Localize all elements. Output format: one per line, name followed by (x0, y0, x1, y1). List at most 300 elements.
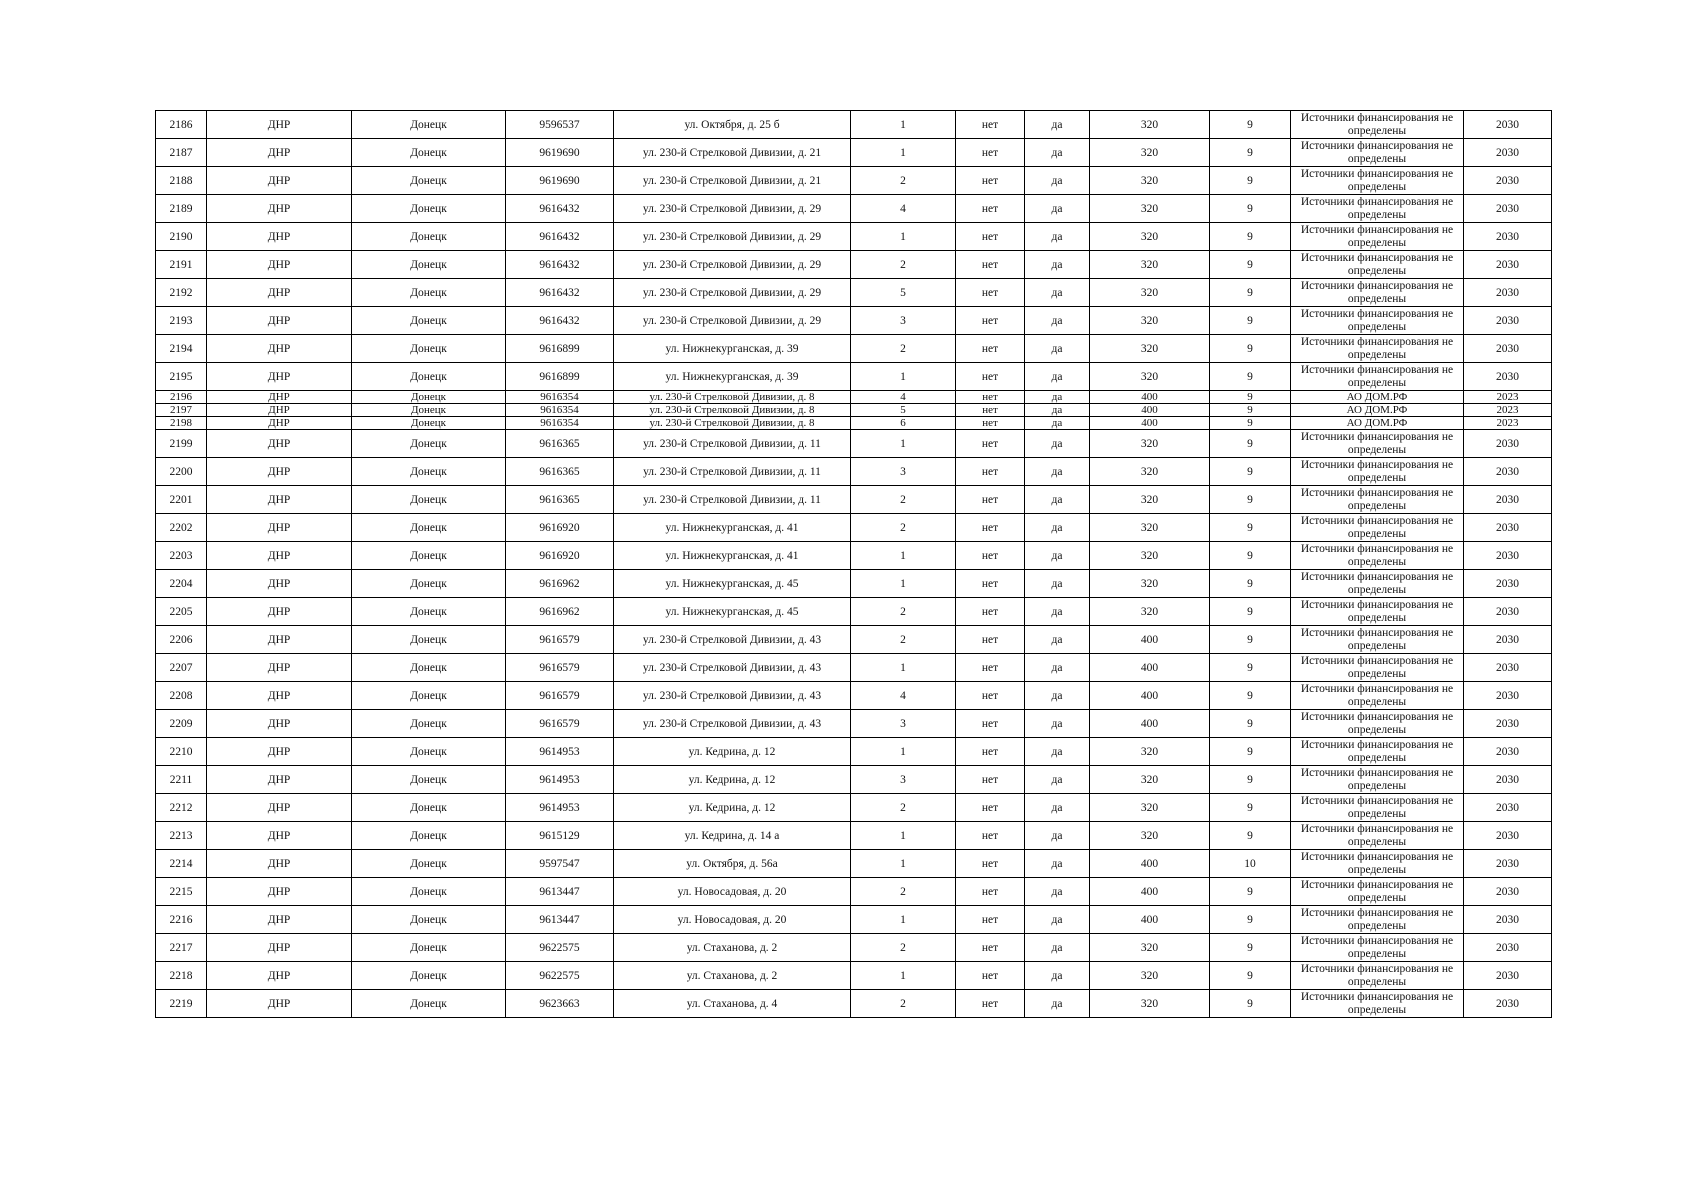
column-6-cell: 4 (851, 391, 956, 404)
row-number-cell: 2186 (156, 111, 207, 139)
city-cell: Донецк (352, 223, 506, 251)
row-number-cell: 2214 (156, 850, 207, 878)
region-cell: ДНР (207, 598, 352, 626)
region-cell: ДНР (207, 962, 352, 990)
column-8-cell: да (1025, 139, 1090, 167)
column-10-cell: 9 (1210, 542, 1291, 570)
column-6-cell: 1 (851, 363, 956, 391)
row-number-cell: 2218 (156, 962, 207, 990)
table-row (156, 626, 1552, 654)
address-cell: ул. Стаханова, д. 4 (614, 990, 851, 1018)
address-cell: ул. 230-й Стрелковой Дивизии, д. 8 (614, 391, 851, 404)
funding-source-cell: Источники финансирования не определены (1291, 363, 1464, 391)
column-10-cell: 9 (1210, 934, 1291, 962)
year-cell: 2030 (1464, 878, 1552, 906)
region-cell: ДНР (207, 417, 352, 430)
building-code-cell: 9616579 (506, 710, 614, 738)
address-cell: ул. Кедрина, д. 14 а (614, 822, 851, 850)
funding-source-cell: Источники финансирования не определены (1291, 962, 1464, 990)
column-10-cell: 9 (1210, 626, 1291, 654)
region-cell: ДНР (207, 430, 352, 458)
year-cell: 2030 (1464, 139, 1552, 167)
column-9-cell: 320 (1090, 738, 1210, 766)
region-cell: ДНР (207, 279, 352, 307)
column-9-cell: 400 (1090, 626, 1210, 654)
column-9-cell: 400 (1090, 906, 1210, 934)
year-cell: 2023 (1464, 417, 1552, 430)
building-code-cell: 9616432 (506, 279, 614, 307)
city-cell: Донецк (352, 962, 506, 990)
table-row (156, 906, 1552, 934)
row-number-cell: 2197 (156, 404, 207, 417)
building-code-cell: 9622575 (506, 962, 614, 990)
city-cell: Донецк (352, 514, 506, 542)
year-cell: 2023 (1464, 391, 1552, 404)
column-7-cell: нет (956, 766, 1025, 794)
data-table (155, 110, 1552, 1018)
year-cell: 2030 (1464, 111, 1552, 139)
building-code-cell: 9616365 (506, 430, 614, 458)
address-cell: ул. 230-й Стрелковой Дивизии, д. 8 (614, 417, 851, 430)
table-row (156, 766, 1552, 794)
city-cell: Донецк (352, 195, 506, 223)
building-code-cell: 9616899 (506, 363, 614, 391)
building-code-cell: 9614953 (506, 738, 614, 766)
table-row (156, 307, 1552, 335)
building-code-cell: 9616579 (506, 654, 614, 682)
address-cell: ул. 230-й Стрелковой Дивизии, д. 11 (614, 486, 851, 514)
table-row (156, 279, 1552, 307)
column-10-cell: 9 (1210, 738, 1291, 766)
city-cell: Донецк (352, 417, 506, 430)
address-cell: ул. Новосадовая, д. 20 (614, 906, 851, 934)
funding-source-cell: Источники финансирования не определены (1291, 486, 1464, 514)
address-cell: ул. 230-й Стрелковой Дивизии, д. 29 (614, 251, 851, 279)
building-code-cell: 9613447 (506, 906, 614, 934)
building-code-cell: 9622575 (506, 934, 614, 962)
row-number-cell: 2199 (156, 430, 207, 458)
column-10-cell: 9 (1210, 335, 1291, 363)
year-cell: 2030 (1464, 486, 1552, 514)
building-code-cell: 9623663 (506, 990, 614, 1018)
column-9-cell: 320 (1090, 934, 1210, 962)
year-cell: 2030 (1464, 251, 1552, 279)
city-cell: Донецк (352, 335, 506, 363)
column-8-cell: да (1025, 307, 1090, 335)
column-10-cell: 9 (1210, 404, 1291, 417)
city-cell: Донецк (352, 654, 506, 682)
funding-source-cell: Источники финансирования не определены (1291, 167, 1464, 195)
funding-source-cell: Источники финансирования не определены (1291, 279, 1464, 307)
row-number-cell: 2194 (156, 335, 207, 363)
year-cell: 2030 (1464, 279, 1552, 307)
column-10-cell: 9 (1210, 766, 1291, 794)
column-10-cell: 9 (1210, 251, 1291, 279)
column-8-cell: да (1025, 794, 1090, 822)
column-9-cell: 320 (1090, 279, 1210, 307)
column-7-cell: нет (956, 458, 1025, 486)
column-8-cell: да (1025, 363, 1090, 391)
column-8-cell: да (1025, 335, 1090, 363)
column-7-cell: нет (956, 962, 1025, 990)
funding-source-cell: Источники финансирования не определены (1291, 906, 1464, 934)
column-10-cell: 9 (1210, 458, 1291, 486)
table-row (156, 738, 1552, 766)
address-cell: ул. 230-й Стрелковой Дивизии, д. 21 (614, 139, 851, 167)
region-cell: ДНР (207, 111, 352, 139)
row-number-cell: 2205 (156, 598, 207, 626)
column-6-cell: 2 (851, 335, 956, 363)
region-cell: ДНР (207, 654, 352, 682)
column-9-cell: 320 (1090, 363, 1210, 391)
city-cell: Донецк (352, 934, 506, 962)
table-row (156, 682, 1552, 710)
address-cell: ул. Кедрина, д. 12 (614, 738, 851, 766)
column-10-cell: 9 (1210, 710, 1291, 738)
city-cell: Донецк (352, 404, 506, 417)
table-body (156, 111, 1552, 1018)
row-number-cell: 2206 (156, 626, 207, 654)
column-10-cell: 9 (1210, 486, 1291, 514)
address-cell: ул. 230-й Стрелковой Дивизии, д. 29 (614, 195, 851, 223)
region-cell: ДНР (207, 878, 352, 906)
table-row (156, 111, 1552, 139)
column-6-cell: 2 (851, 878, 956, 906)
column-6-cell: 1 (851, 738, 956, 766)
funding-source-cell: Источники финансирования не определены (1291, 766, 1464, 794)
region-cell: ДНР (207, 738, 352, 766)
column-9-cell: 320 (1090, 598, 1210, 626)
funding-source-cell: Источники финансирования не определены (1291, 251, 1464, 279)
column-7-cell: нет (956, 404, 1025, 417)
year-cell: 2030 (1464, 514, 1552, 542)
column-9-cell: 320 (1090, 167, 1210, 195)
table-row (156, 570, 1552, 598)
year-cell: 2030 (1464, 335, 1552, 363)
region-cell: ДНР (207, 167, 352, 195)
year-cell: 2030 (1464, 990, 1552, 1018)
column-10-cell: 9 (1210, 990, 1291, 1018)
column-6-cell: 2 (851, 167, 956, 195)
column-9-cell: 320 (1090, 794, 1210, 822)
row-number-cell: 2188 (156, 167, 207, 195)
city-cell: Донецк (352, 570, 506, 598)
address-cell: ул. Нижнекурганская, д. 45 (614, 570, 851, 598)
column-7-cell: нет (956, 710, 1025, 738)
funding-source-cell: Источники финансирования не определены (1291, 307, 1464, 335)
region-cell: ДНР (207, 251, 352, 279)
column-8-cell: да (1025, 542, 1090, 570)
city-cell: Донецк (352, 822, 506, 850)
column-7-cell: нет (956, 934, 1025, 962)
address-cell: ул. 230-й Стрелковой Дивизии, д. 21 (614, 167, 851, 195)
funding-source-cell: Источники финансирования не определены (1291, 195, 1464, 223)
building-code-cell: 9614953 (506, 794, 614, 822)
address-cell: ул. Стаханова, д. 2 (614, 962, 851, 990)
table-row (156, 195, 1552, 223)
column-8-cell: да (1025, 878, 1090, 906)
city-cell: Донецк (352, 251, 506, 279)
column-6-cell: 1 (851, 654, 956, 682)
table-row (156, 363, 1552, 391)
column-8-cell: да (1025, 279, 1090, 307)
column-7-cell: нет (956, 486, 1025, 514)
region-cell: ДНР (207, 363, 352, 391)
row-number-cell: 2203 (156, 542, 207, 570)
column-7-cell: нет (956, 223, 1025, 251)
row-number-cell: 2190 (156, 223, 207, 251)
column-8-cell: да (1025, 850, 1090, 878)
column-8-cell: да (1025, 458, 1090, 486)
address-cell: ул. Кедрина, д. 12 (614, 794, 851, 822)
column-10-cell: 9 (1210, 430, 1291, 458)
column-10-cell: 9 (1210, 391, 1291, 404)
row-number-cell: 2219 (156, 990, 207, 1018)
column-8-cell: да (1025, 906, 1090, 934)
column-10-cell: 9 (1210, 682, 1291, 710)
funding-source-cell: Источники финансирования не определены (1291, 682, 1464, 710)
column-8-cell: да (1025, 167, 1090, 195)
address-cell: ул. 230-й Стрелковой Дивизии, д. 43 (614, 682, 851, 710)
column-8-cell: да (1025, 598, 1090, 626)
building-code-cell: 9616432 (506, 307, 614, 335)
column-10-cell: 9 (1210, 822, 1291, 850)
column-10-cell: 9 (1210, 654, 1291, 682)
region-cell: ДНР (207, 906, 352, 934)
column-9-cell: 320 (1090, 111, 1210, 139)
city-cell: Донецк (352, 990, 506, 1018)
column-7-cell: нет (956, 251, 1025, 279)
column-10-cell: 9 (1210, 195, 1291, 223)
column-9-cell: 320 (1090, 458, 1210, 486)
city-cell: Донецк (352, 458, 506, 486)
column-7-cell: нет (956, 738, 1025, 766)
building-code-cell: 9616432 (506, 251, 614, 279)
address-cell: ул. Новосадовая, д. 20 (614, 878, 851, 906)
row-number-cell: 2216 (156, 906, 207, 934)
column-6-cell: 1 (851, 139, 956, 167)
column-9-cell: 400 (1090, 850, 1210, 878)
column-10-cell: 9 (1210, 167, 1291, 195)
city-cell: Донецк (352, 430, 506, 458)
funding-source-cell: Источники финансирования не определены (1291, 878, 1464, 906)
city-cell: Донецк (352, 486, 506, 514)
column-9-cell: 400 (1090, 682, 1210, 710)
column-6-cell: 2 (851, 251, 956, 279)
year-cell: 2030 (1464, 223, 1552, 251)
building-code-cell: 9616962 (506, 598, 614, 626)
funding-source-cell: АО ДОМ.РФ (1291, 417, 1464, 430)
region-cell: ДНР (207, 850, 352, 878)
building-code-cell: 9616365 (506, 458, 614, 486)
city-cell: Донецк (352, 794, 506, 822)
column-7-cell: нет (956, 990, 1025, 1018)
column-9-cell: 320 (1090, 570, 1210, 598)
row-number-cell: 2213 (156, 822, 207, 850)
region-cell: ДНР (207, 766, 352, 794)
city-cell: Донецк (352, 167, 506, 195)
column-9-cell: 320 (1090, 990, 1210, 1018)
column-9-cell: 320 (1090, 822, 1210, 850)
column-9-cell: 320 (1090, 514, 1210, 542)
address-cell: ул. Нижнекурганская, д. 45 (614, 598, 851, 626)
column-8-cell: да (1025, 514, 1090, 542)
building-code-cell: 9616920 (506, 542, 614, 570)
city-cell: Донецк (352, 279, 506, 307)
year-cell: 2030 (1464, 850, 1552, 878)
table-row (156, 430, 1552, 458)
table-row (156, 710, 1552, 738)
column-8-cell: да (1025, 570, 1090, 598)
column-7-cell: нет (956, 570, 1025, 598)
column-7-cell: нет (956, 598, 1025, 626)
funding-source-cell: Источники финансирования не определены (1291, 710, 1464, 738)
column-8-cell: да (1025, 195, 1090, 223)
address-cell: ул. 230-й Стрелковой Дивизии, д. 43 (614, 626, 851, 654)
funding-source-cell: Источники финансирования не определены (1291, 850, 1464, 878)
column-8-cell: да (1025, 391, 1090, 404)
funding-source-cell: Источники финансирования не определены (1291, 542, 1464, 570)
funding-source-cell: Источники финансирования не определены (1291, 794, 1464, 822)
city-cell: Донецк (352, 682, 506, 710)
table-row (156, 223, 1552, 251)
city-cell: Донецк (352, 738, 506, 766)
column-7-cell: нет (956, 335, 1025, 363)
building-code-cell: 9616432 (506, 195, 614, 223)
building-code-cell: 9616432 (506, 223, 614, 251)
row-number-cell: 2187 (156, 139, 207, 167)
funding-source-cell: Источники финансирования не определены (1291, 335, 1464, 363)
address-cell: ул. 230-й Стрелковой Дивизии, д. 29 (614, 307, 851, 335)
funding-source-cell: Источники финансирования не определены (1291, 626, 1464, 654)
column-6-cell: 3 (851, 458, 956, 486)
row-number-cell: 2208 (156, 682, 207, 710)
column-7-cell: нет (956, 363, 1025, 391)
column-6-cell: 6 (851, 417, 956, 430)
column-9-cell: 320 (1090, 430, 1210, 458)
table-row (156, 794, 1552, 822)
column-7-cell: нет (956, 391, 1025, 404)
table-row (156, 486, 1552, 514)
column-6-cell: 5 (851, 404, 956, 417)
column-9-cell: 320 (1090, 486, 1210, 514)
column-10-cell: 9 (1210, 906, 1291, 934)
building-code-cell: 9597547 (506, 850, 614, 878)
row-number-cell: 2200 (156, 458, 207, 486)
funding-source-cell: Источники финансирования не определены (1291, 458, 1464, 486)
year-cell: 2030 (1464, 682, 1552, 710)
year-cell: 2030 (1464, 167, 1552, 195)
address-cell: ул. Нижнекурганская, д. 39 (614, 335, 851, 363)
address-cell: ул. 230-й Стрелковой Дивизии, д. 8 (614, 404, 851, 417)
table-row (156, 335, 1552, 363)
column-6-cell: 1 (851, 962, 956, 990)
address-cell: ул. Стаханова, д. 2 (614, 934, 851, 962)
column-7-cell: нет (956, 111, 1025, 139)
column-8-cell: да (1025, 766, 1090, 794)
funding-source-cell: Источники финансирования не определены (1291, 822, 1464, 850)
table-row (156, 167, 1552, 195)
row-number-cell: 2196 (156, 391, 207, 404)
column-9-cell: 320 (1090, 195, 1210, 223)
year-cell: 2030 (1464, 934, 1552, 962)
column-7-cell: нет (956, 430, 1025, 458)
year-cell: 2030 (1464, 710, 1552, 738)
column-9-cell: 320 (1090, 139, 1210, 167)
column-7-cell: нет (956, 822, 1025, 850)
city-cell: Донецк (352, 598, 506, 626)
row-number-cell: 2204 (156, 570, 207, 598)
column-9-cell: 320 (1090, 962, 1210, 990)
region-cell: ДНР (207, 542, 352, 570)
city-cell: Донецк (352, 710, 506, 738)
row-number-cell: 2215 (156, 878, 207, 906)
row-number-cell: 2210 (156, 738, 207, 766)
region-cell: ДНР (207, 934, 352, 962)
region-cell: ДНР (207, 139, 352, 167)
table-row (156, 139, 1552, 167)
column-9-cell: 400 (1090, 417, 1210, 430)
region-cell: ДНР (207, 626, 352, 654)
address-cell: ул. 230-й Стрелковой Дивизии, д. 43 (614, 654, 851, 682)
column-10-cell: 9 (1210, 111, 1291, 139)
column-6-cell: 1 (851, 850, 956, 878)
funding-source-cell: Источники финансирования не определены (1291, 430, 1464, 458)
year-cell: 2030 (1464, 363, 1552, 391)
row-number-cell: 2195 (156, 363, 207, 391)
building-code-cell: 9616354 (506, 404, 614, 417)
column-9-cell: 400 (1090, 391, 1210, 404)
region-cell: ДНР (207, 391, 352, 404)
building-code-cell: 9596537 (506, 111, 614, 139)
building-code-cell: 9616354 (506, 391, 614, 404)
column-10-cell: 9 (1210, 307, 1291, 335)
year-cell: 2030 (1464, 430, 1552, 458)
year-cell: 2030 (1464, 738, 1552, 766)
building-code-cell: 9616354 (506, 417, 614, 430)
year-cell: 2030 (1464, 962, 1552, 990)
table-row (156, 822, 1552, 850)
column-7-cell: нет (956, 167, 1025, 195)
column-7-cell: нет (956, 195, 1025, 223)
funding-source-cell: Источники финансирования не определены (1291, 934, 1464, 962)
building-code-cell: 9616579 (506, 682, 614, 710)
column-6-cell: 1 (851, 906, 956, 934)
funding-source-cell: Источники финансирования не определены (1291, 990, 1464, 1018)
column-8-cell: да (1025, 710, 1090, 738)
column-8-cell: да (1025, 251, 1090, 279)
region-cell: ДНР (207, 514, 352, 542)
column-9-cell: 320 (1090, 251, 1210, 279)
table-row (156, 598, 1552, 626)
column-10-cell: 9 (1210, 279, 1291, 307)
column-10-cell: 9 (1210, 794, 1291, 822)
table-row (156, 251, 1552, 279)
city-cell: Донецк (352, 906, 506, 934)
column-10-cell: 10 (1210, 850, 1291, 878)
row-number-cell: 2211 (156, 766, 207, 794)
address-cell: ул. Нижнекурганская, д. 41 (614, 514, 851, 542)
region-cell: ДНР (207, 822, 352, 850)
funding-source-cell: Источники финансирования не определены (1291, 139, 1464, 167)
address-cell: ул. Нижнекурганская, д. 39 (614, 363, 851, 391)
table-row (156, 458, 1552, 486)
column-6-cell: 2 (851, 934, 956, 962)
column-7-cell: нет (956, 139, 1025, 167)
row-number-cell: 2192 (156, 279, 207, 307)
building-code-cell: 9613447 (506, 878, 614, 906)
funding-source-cell: АО ДОМ.РФ (1291, 391, 1464, 404)
